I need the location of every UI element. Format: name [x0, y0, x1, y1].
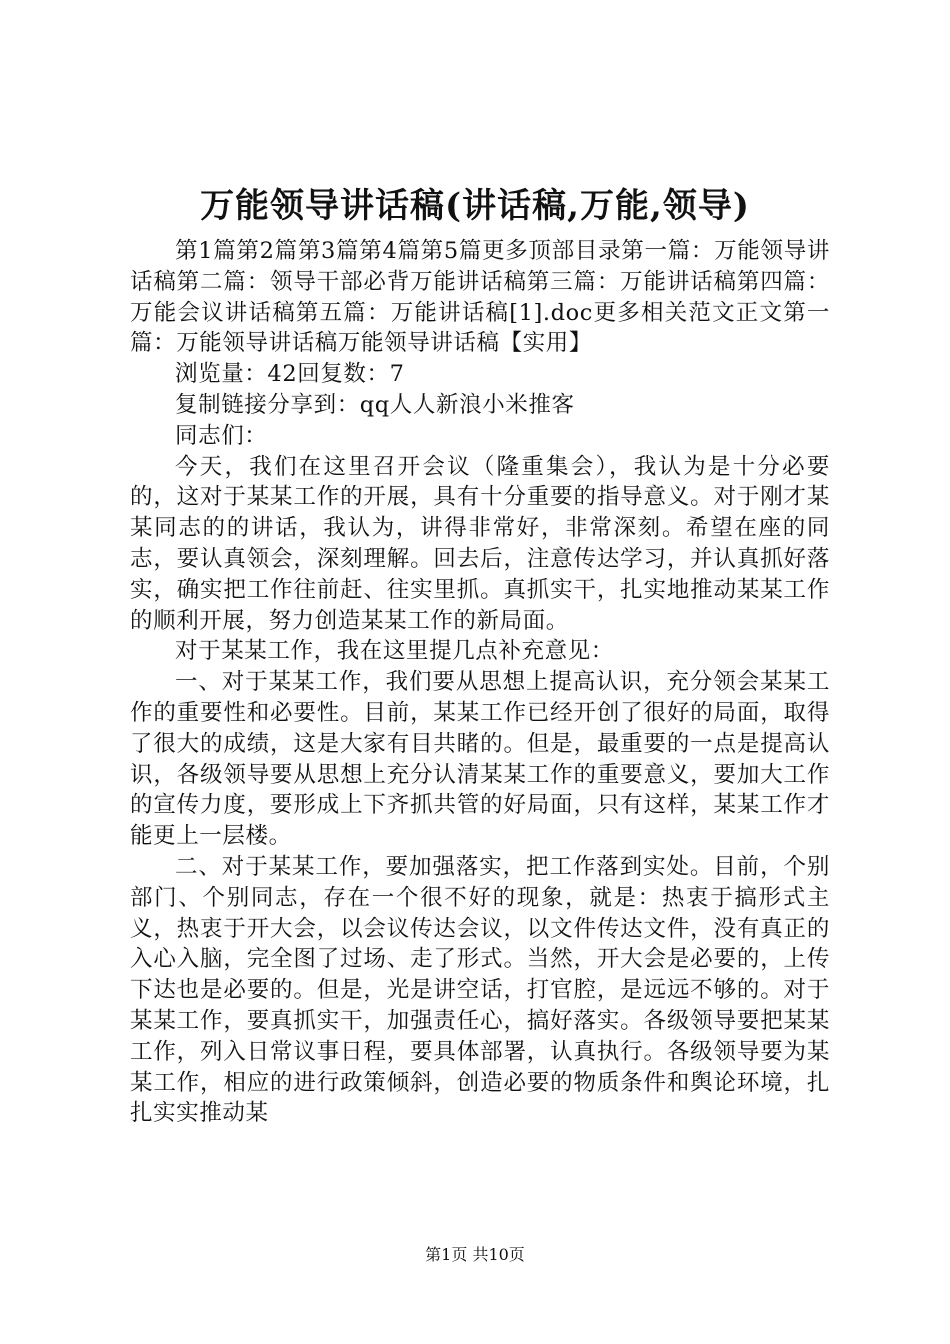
body-paragraph: 二、对于某某工作，要加强落实，把工作落到实处。目前，个别部门、个别同志，存在一个很不好的现象，就是：热衷于搞形式主义，热衷于开大会，以会议传达会议，以文件传达文件，没有真正的入心入脑，完全图了过场、走了形式。当然，开大会是必要的，上传下达也是必要的。但是，光是讲空话，打官腔，是远远不够的。对于某某工作，要真抓实干，加强责任心，搞好落实。各级领导要把某某工作，列入日常议事日程，要具体部署，认真执行。各级领导要为某某工作，相应的进行政策倾斜，创造必要的物质条件和舆论环境，扎扎实实推动某: [130, 853, 830, 1127]
page-number-footer: 第1页 共10页: [425, 1245, 525, 1264]
document-title: 万能领导讲话稿(讲话稿,万能,领导): [200, 186, 750, 226]
share-links-line: 复制链接分享到：qq人人新浪小米推客: [175, 391, 575, 418]
body-paragraph: 一、对于某某工作，我们要从思想上提高认识，充分领会某某工作的重要性和必要性。目前，某某工作已经开创了很好的局面，取得了很大的成绩，这是大家有目共睹的。但是，最重要的一点是提高认识，各级领导要从思想上充分认清某某工作的重要意义，要加大工作的宣传力度，要形成上下齐抓共管的好局面，只有这样，某某工作才能更上一层楼。: [130, 669, 830, 850]
salutation: 同志们：: [175, 422, 268, 449]
body-paragraph: 今天，我们在这里召开会议（隆重集会），我认为是十分必要的，这对于某某工作的开展，具有十分重要的指导意义。对于刚才某某同志的的讲话，我认为，讲得非常好，非常深刻。希望在座的同志，要认真领会，深刻理解。回去后，注意传达学习，并认真抓好落实，确实把工作往前赶、往实里抓。真抓实干，扎实地推动某某工作的顺利开展，努力创造某某工作的新局面。: [130, 453, 830, 634]
view-reply-count: 浏览量：42回复数：7: [175, 361, 405, 388]
body-paragraph: 对于某某工作，我在这里提几点补充意见：: [175, 638, 614, 665]
document-body: [130, 236, 830, 1129]
table-of-contents-paragraph: 第1篇第2篇第3篇第4篇第5篇更多顶部目录第一篇：万能领导讲话稿第二篇：领导干部必背万能讲话稿第三篇：万能讲话稿第四篇：万能会议讲话稿第五篇：万能讲话稿[1].doc更多相关范文正文第一篇：万能领导讲话稿万能领导讲话稿【实用】: [130, 238, 830, 357]
